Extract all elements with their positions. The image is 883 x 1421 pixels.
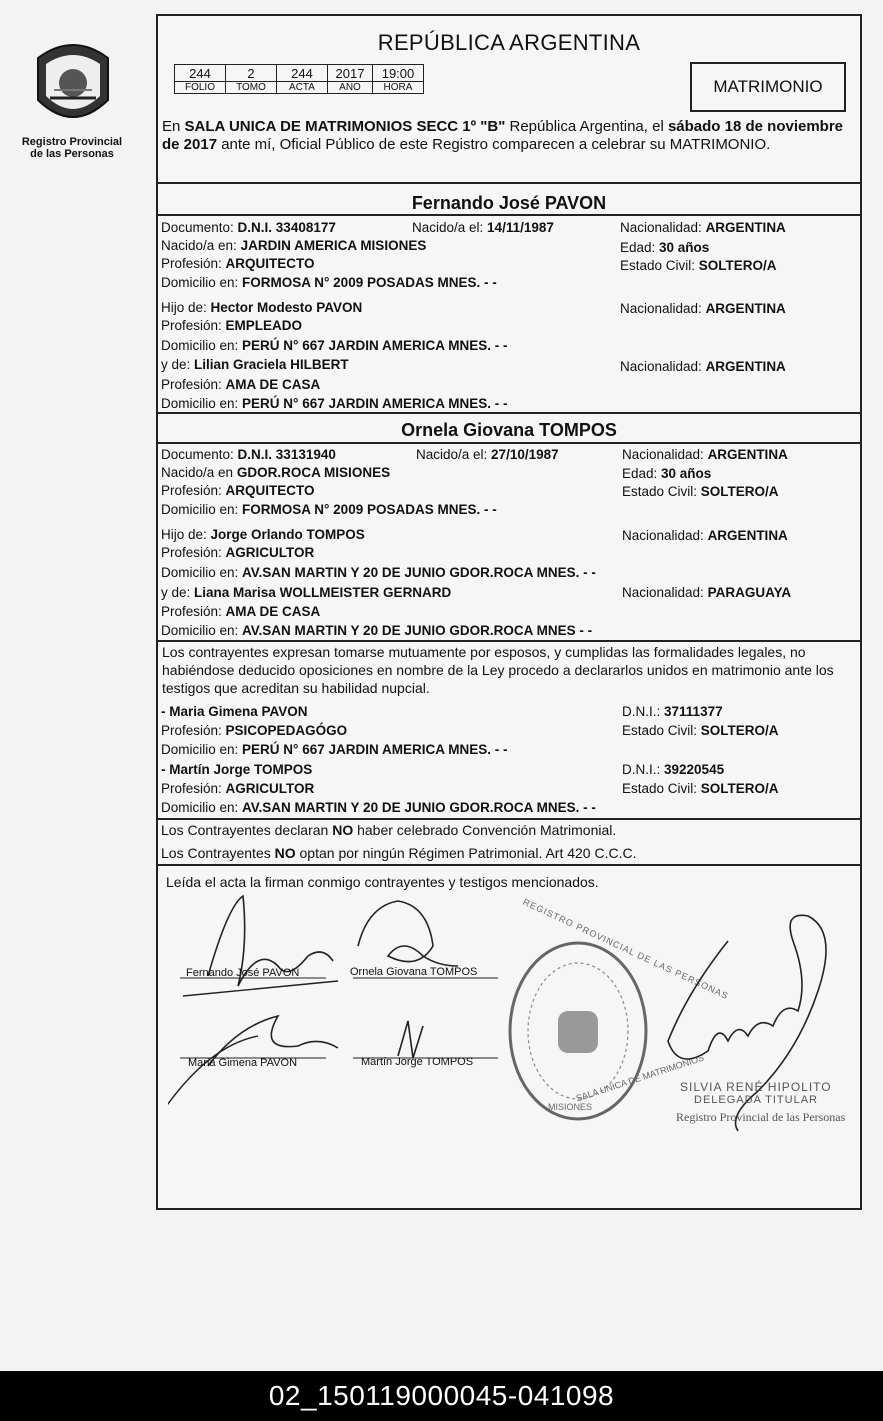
stamp-bottom-text: MISIONES (548, 1102, 593, 1112)
witness1-dni: D.N.I.: 37111377 (622, 704, 723, 719)
folio-label: FOLIO (175, 82, 226, 94)
witness2-domicilio: Domicilio en: AV.SAN MARTIN Y 20 DE JUNIO GDOR.ROCA MNES. - - (161, 800, 596, 815)
spouse2-mother: y de: Liana Marisa WOLLMEISTER GERNARD (161, 585, 452, 600)
spouse1-mother-nationality: Nacionalidad: ARGENTINA (620, 359, 786, 374)
spouse2-father-nationality: Nacionalidad: ARGENTINA (622, 528, 788, 543)
regime-statement: Los Contrayentes NO optan por ningún Régimen Patrimonial. Art 420 C.C.C. (161, 845, 637, 861)
stamp-inner-text: SALA UNICA DE MATRIMONIOS (574, 1052, 706, 1104)
spouse1-domicilio: Domicilio en: FORMOSA N° 2009 POSADAS MNES. - - (161, 275, 497, 290)
closing-statement: Leída el acta la firman conmigo contrayentes y testigos mencionados. (166, 874, 599, 890)
convention-statement: Los Contrayentes declaran NO haber celebrado Convención Matrimonial. (161, 822, 617, 838)
document-type-box: MATRIMONIO (690, 62, 846, 112)
hora-label: HORA (373, 82, 424, 94)
folio-value: 244 (175, 65, 226, 82)
spouse1-name: Fernando José PAVON (411, 193, 607, 213)
signature-label-spouse2: Ornela Giovana TOMPOS (350, 966, 478, 978)
handwritten-signatures (168, 886, 508, 1106)
spouse2-father: Hijo de: Jorge Orlando TOMPOS (161, 527, 365, 542)
spouse1-mother: y de: Lilian Graciela HILBERT (161, 357, 349, 372)
spouse2-nacido-en: Nacido/a en GDOR.ROCA MISIONES (161, 465, 391, 480)
spouse2-name: Ornela Giovana TOMPOS (401, 420, 617, 440)
witness2-estado-civil: Estado Civil: SOLTERO/A (622, 781, 779, 796)
stamp-ring-text: REGISTRO PROVINCIAL DE LAS PERSONAS (521, 896, 731, 1002)
spouse1-nacido-en: Nacido/a en: JARDIN AMERICA MISIONES (161, 238, 427, 253)
document-barcode-id: 02_150119000045-041098 (0, 1371, 883, 1421)
spouse1-mother-profession: Profesión: AMA DE CASA (161, 377, 321, 392)
spouse1-profesion: Profesión: ARQUITECTO (161, 256, 315, 271)
witness2-profesion: Profesión: AGRICULTOR (161, 781, 315, 796)
agency-name (12, 136, 132, 160)
record-index-table (174, 64, 424, 94)
spouse2-estado-civil: Estado Civil: SOLTERO/A (622, 484, 779, 499)
official-title: DELEGADA TITULAR (694, 1094, 818, 1106)
acta-value: 244 (277, 65, 328, 82)
acta-label: ACTA (277, 82, 328, 94)
spouse1-documento: Documento: D.N.I. 33408177 (161, 220, 336, 235)
witness1-profesion: Profesión: PSICOPEDAGÓGO (161, 723, 348, 738)
witness2-name: - Martín Jorge TOMPOS (161, 762, 313, 777)
spouse2-nacido-el: Nacido/a el: 27/10/1987 (416, 447, 559, 462)
spouse2-profesion: Profesión: ARQUITECTO (161, 483, 315, 498)
official-office: Registro Provincial de las Personas (676, 1110, 846, 1124)
spouse1-mother-address: Domicilio en: PERÚ N° 667 JARDIN AMERICA MNES. - - (161, 396, 508, 411)
intro-place: SALA UNICA DE MATRIMONIOS SECC 1º "B" (184, 118, 506, 135)
anio-value: 2017 (328, 65, 373, 82)
intro-pre: En (162, 118, 185, 135)
spouse2-domicilio: Domicilio en: FORMOSA N° 2009 POSADAS MNES. - - (161, 502, 497, 517)
tomo-label: TOMO (226, 82, 277, 94)
spouse2-father-profession: Profesión: AGRICULTOR (161, 545, 315, 560)
declaration-paragraph: Los contrayentes expresan tomarse mutuamente por esposos, y cumplidas las formalidades legales, no habiéndose deducido oposiciones en nombre de la Ley procedo a declararlos unidos en matrimonio ante los testigos que acreditan su habilidad nupcial. (162, 644, 834, 696)
spouse2-father-address: Domicilio en: AV.SAN MARTIN Y 20 DE JUNIO GDOR.ROCA MNES. - - (161, 565, 596, 580)
spouse2-mother-nationality: Nacionalidad: PARAGUAYA (622, 585, 792, 600)
signature-label-witness1: Maria Gimena PAVON (188, 1057, 298, 1069)
province-seal-logo (28, 38, 118, 133)
official-name: SILVIA RENÉ HIPOLITO (680, 1080, 832, 1094)
spouse1-father: Hijo de: Hector Modesto PAVON (161, 300, 363, 315)
witness1-estado-civil: Estado Civil: SOLTERO/A (622, 723, 779, 738)
spouse2-edad: Edad: 30 años (622, 466, 712, 481)
marriage-certificate-form (156, 14, 862, 1210)
spouse1-nacido-el: Nacido/a el: 14/11/1987 (412, 220, 554, 235)
spouse2-mother-address: Domicilio en: AV.SAN MARTIN Y 20 DE JUNIO GDOR.ROCA MNES - - (161, 623, 593, 638)
spouse1-nacionalidad: Nacionalidad: ARGENTINA (620, 220, 786, 235)
document-title: REPÚBLICA ARGENTINA (377, 30, 641, 55)
hora-value: 19:00 (373, 65, 424, 82)
spouse2-documento: Documento: D.N.I. 33131940 (161, 447, 336, 462)
witness1-domicilio: Domicilio en: PERÚ N° 667 JARDIN AMERICA MNES. - - (161, 742, 508, 757)
spouse1-estado-civil: Estado Civil: SOLTERO/A (620, 258, 777, 273)
anio-label: AÑO (328, 82, 373, 94)
witness2-dni: D.N.I.: 39220545 (622, 762, 725, 777)
intro-date: sábado 18 de noviembre de 2017 (162, 118, 844, 153)
spouse1-father-nationality: Nacionalidad: ARGENTINA (620, 301, 786, 316)
spouse1-father-profession: Profesión: EMPLEADO (161, 318, 303, 333)
spouse2-mother-profession: Profesión: AMA DE CASA (161, 604, 321, 619)
signature-label-spouse1: Fernando José PAVON (186, 967, 300, 979)
tomo-value: 2 (226, 65, 277, 82)
spouse1-edad: Edad: 30 años (620, 240, 710, 255)
intro-post: ante mí, Oficial Público de este Registro comparecen a celebrar su MATRIMONIO. (217, 136, 771, 153)
intro-paragraph (162, 118, 856, 154)
spouse2-nacionalidad: Nacionalidad: ARGENTINA (622, 447, 788, 462)
signature-label-witness2: Martín Jorge TOMPOS (361, 1056, 474, 1068)
witness1-name: - Maria Gimena PAVON (161, 704, 308, 719)
agency-name-line1: Registro Provincial (21, 136, 123, 148)
intro-mid: República Argentina, el (505, 118, 668, 135)
spouse1-father-address: Domicilio en: PERÚ N° 667 JARDIN AMERICA MNES. - - (161, 338, 508, 353)
agency-name-line2: de las Personas (30, 148, 114, 160)
